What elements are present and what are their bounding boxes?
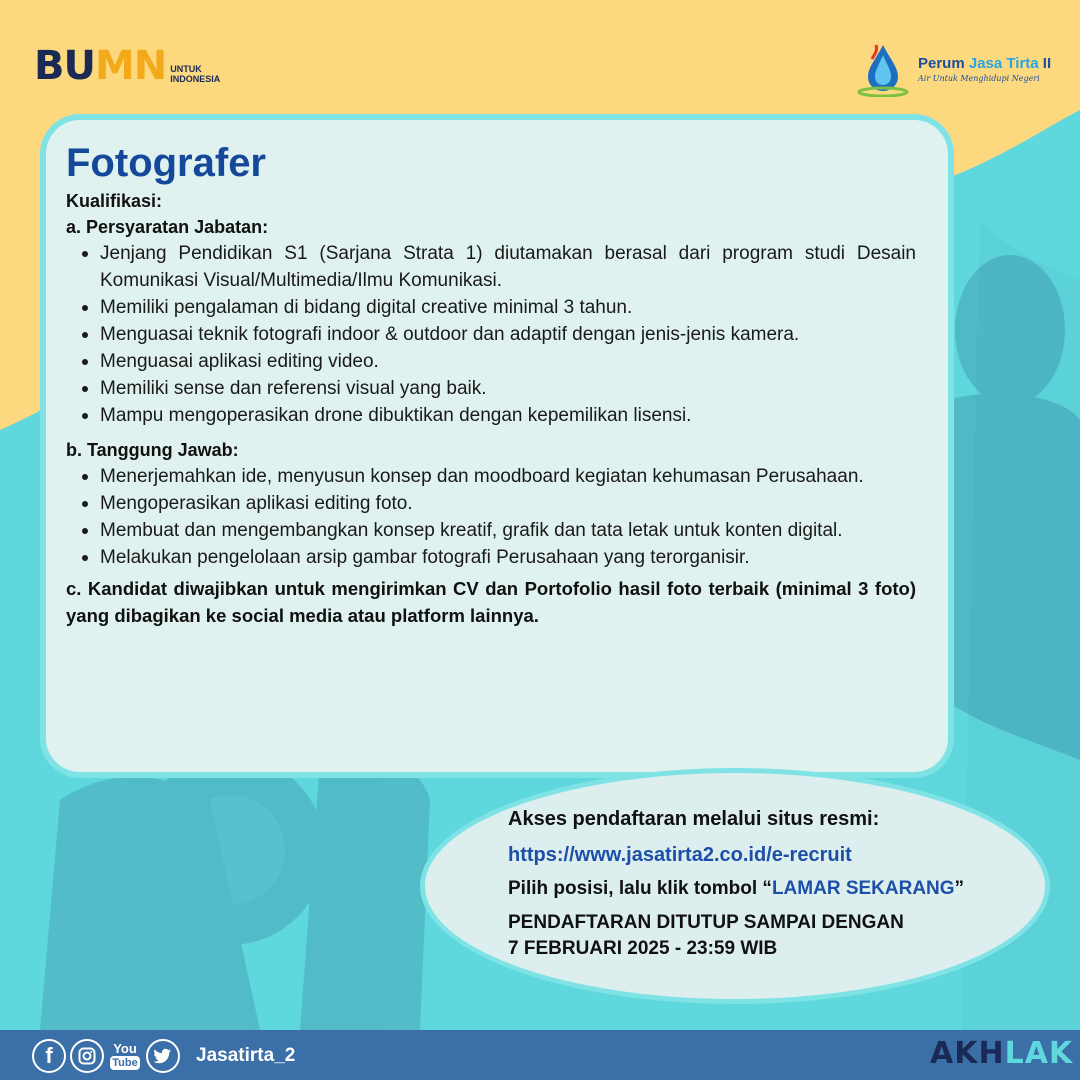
akhlak-part2: LAK: [1004, 1036, 1074, 1071]
list-item: Memiliki sense dan referensi visual yang baik.: [80, 375, 916, 402]
company-slogan: Air Untuk Menghidupi Negeri: [918, 74, 1040, 83]
instruction-suffix: ”: [954, 878, 965, 899]
registration-instruction: [508, 874, 1048, 904]
apply-button-label: LAMAR SEKARANG: [771, 878, 955, 899]
requirements-heading: a. Persyaratan Jabatan:: [66, 217, 269, 237]
perum-jasa-tirta-logo: [856, 40, 1056, 98]
akhlak-part1: AKH: [930, 1036, 1005, 1071]
qualification-heading: Kualifikasi:: [66, 191, 163, 211]
social-links: [32, 1038, 295, 1074]
candidate-note: c. Kandidat diwajibkan untuk mengirimkan CV dan Portofolio hasil foto terbaik (minimal 3 foto) yang dibagikan ke social media atau platform lainnya.: [66, 578, 916, 626]
deadline-line2: 7 FEBRUARI 2025 - 23:59 WIB: [508, 938, 778, 959]
youtube-top: You: [113, 1041, 137, 1056]
registration-intro: Akses pendaftaran melalui situs resmi:: [508, 808, 880, 830]
instruction-prefix: Pilih posisi, lalu klik tombol “: [508, 878, 772, 899]
twitter-icon[interactable]: [146, 1039, 180, 1073]
list-item: Memiliki pengalaman di bidang digital creative minimal 3 tahun.: [80, 294, 916, 321]
water-drop-icon: [856, 41, 910, 97]
bumn-wordmark: [34, 43, 167, 89]
registration-link[interactable]: https://www.jasatirta2.co.id/e-recruit: [508, 844, 852, 866]
youtube-bottom: Tube: [112, 1057, 138, 1069]
bumn-logo: [34, 43, 221, 89]
list-item: Jenjang Pendidikan S1 (Sarjana Strata 1) diutamakan berasal dari program studi Desain Komunikasi Visual/Multimedia/Ilmu Komunikasi.: [80, 240, 916, 294]
deadline-line1: PENDAFTARAN DITUTUP SAMPAI DENGAN: [508, 912, 904, 933]
company-name-part2: Jasa Tirta: [968, 55, 1039, 72]
bumn-tagline-line2: INDONESIA: [170, 74, 221, 84]
list-item: Membuat dan mengembangkan konsep kreatif, grafik dan tata letak untuk konten digital.: [80, 517, 916, 544]
list-item: Mengoperasikan aplikasi editing foto.: [80, 490, 916, 517]
facebook-glyph: f: [45, 1043, 53, 1068]
company-name-part3: II: [1038, 55, 1052, 72]
list-item: Melakukan pengelolaan arsip gambar fotografi Perusahaan yang terorganisir.: [80, 544, 916, 571]
job-card: [40, 114, 954, 778]
responsibilities-list: [80, 463, 916, 571]
company-name-part1: Perum: [918, 55, 969, 72]
bumn-wordmark-left: BU: [34, 43, 95, 89]
bumn-tagline: [170, 64, 220, 84]
requirements-list: [80, 240, 916, 429]
facebook-icon[interactable]: [32, 1039, 66, 1073]
list-item: Menerjemahkan ide, menyusun konsep dan moodboard kegiatan kehumasan Perusahaan.: [80, 463, 916, 490]
responsibilities-heading: b. Tanggung Jawab:: [66, 440, 239, 460]
akhlak-logo: [930, 1036, 1073, 1071]
instagram-icon[interactable]: [70, 1039, 104, 1073]
list-item: Menguasai aplikasi editing video.: [80, 348, 916, 375]
job-title: Fotografer: [66, 141, 266, 185]
bumn-wordmark-right: MN: [94, 43, 167, 89]
social-handle[interactable]: Jasatirta_2: [196, 1045, 296, 1066]
list-item: Mampu mengoperasikan drone dibuktikan dengan kepemilikan lisensi.: [80, 402, 916, 429]
bumn-tagline-line1: UNTUK: [170, 64, 202, 74]
registration-info: [508, 804, 1048, 962]
company-name: [918, 55, 1051, 72]
list-item: Menguasai teknik fotografi indoor & outdoor dan adaptif dengan jenis-jenis kamera.: [80, 321, 916, 348]
youtube-icon[interactable]: [108, 1039, 142, 1073]
